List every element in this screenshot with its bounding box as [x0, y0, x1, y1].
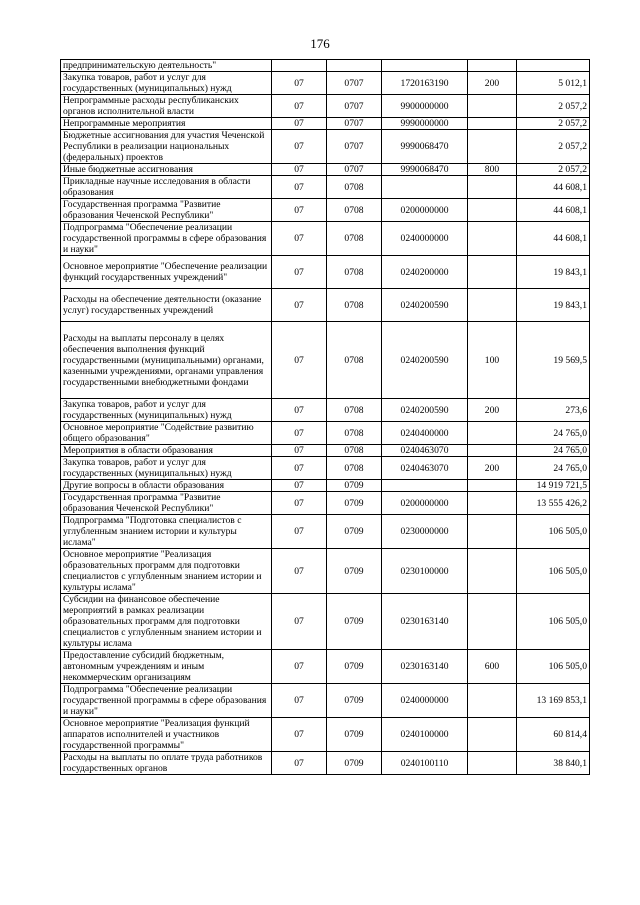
cell-vr	[468, 492, 517, 515]
cell-razdel: 0707	[327, 95, 382, 118]
table-row	[61, 164, 590, 176]
table-row	[61, 72, 590, 95]
cell-razdel: 0709	[327, 549, 382, 594]
cell-name: Мероприятия в области образования	[61, 445, 272, 457]
cell-vr: 200	[468, 399, 517, 422]
cell-ved: 07	[272, 176, 327, 199]
cell-sum: 24 765,0	[517, 445, 590, 457]
table-row	[61, 445, 590, 457]
table-row	[61, 95, 590, 118]
cell-vr	[468, 256, 517, 289]
cell-ved: 07	[272, 130, 327, 164]
cell-ved: 07	[272, 422, 327, 445]
cell-sum: 2 057,2	[517, 130, 590, 164]
cell-razdel: 0709	[327, 480, 382, 492]
table-row	[61, 515, 590, 549]
cell-sum: 106 505,0	[517, 594, 590, 650]
cell-sum: 2 057,2	[517, 95, 590, 118]
cell-name: Расходы на обеспечение деятельности (оказание услуг) государственных учреждений	[61, 289, 272, 322]
cell-ved: 07	[272, 718, 327, 752]
cell-vr	[468, 480, 517, 492]
table-row	[61, 118, 590, 130]
cell-sum: 19 843,1	[517, 289, 590, 322]
cell-sum: 19 569,5	[517, 322, 590, 399]
table-row	[61, 752, 590, 775]
table-row	[61, 130, 590, 164]
table-row	[61, 176, 590, 199]
cell-ved: 07	[272, 199, 327, 222]
cell-csr: 0240100110	[382, 752, 468, 775]
cell-csr: 0240400000	[382, 422, 468, 445]
cell-vr	[468, 594, 517, 650]
cell-name: Закупка товаров, работ и услуг для государственных (муниципальных) нужд	[61, 72, 272, 95]
cell-ved: 07	[272, 445, 327, 457]
cell-name: Расходы на выплаты персоналу в целях обеспечения выполнения функций государственными (муниципальными) органами, казенными учреждениями, органами управления государственными внебюджетными фондами	[61, 322, 272, 399]
cell-vr: 600	[468, 650, 517, 684]
budget-table	[60, 59, 590, 775]
cell-csr: 0200000000	[382, 492, 468, 515]
cell-razdel: 0708	[327, 176, 382, 199]
cell-ved: 07	[272, 399, 327, 422]
cell-csr: 1720163190	[382, 72, 468, 95]
cell-razdel: 0708	[327, 457, 382, 480]
cell-vr	[468, 222, 517, 256]
cell-csr: 9990068470	[382, 130, 468, 164]
cell-ved: 07	[272, 118, 327, 130]
cell-vr	[468, 445, 517, 457]
cell-sum: 2 057,2	[517, 118, 590, 130]
cell-razdel: 0707	[327, 130, 382, 164]
cell-name: Основное мероприятие "Содействие развитию общего образования"	[61, 422, 272, 445]
cell-ved: 07	[272, 95, 327, 118]
cell-name: Непрограммные мероприятия	[61, 118, 272, 130]
cell-csr: 0230163140	[382, 594, 468, 650]
cell-csr: 0230100000	[382, 549, 468, 594]
cell-ved: 07	[272, 72, 327, 95]
table-row	[61, 650, 590, 684]
table-row	[61, 457, 590, 480]
cell-razdel: 0708	[327, 422, 382, 445]
cell-razdel: 0708	[327, 199, 382, 222]
cell-sum: 106 505,0	[517, 650, 590, 684]
cell-name: Подпрограмма "Обеспечение реализации государственной программы в сфере образования и науки"	[61, 684, 272, 718]
cell-ved: 07	[272, 289, 327, 322]
cell-razdel: 0708	[327, 289, 382, 322]
cell-vr	[468, 95, 517, 118]
cell-sum: 60 814,4	[517, 718, 590, 752]
table-row	[61, 422, 590, 445]
cell-csr: 0240463070	[382, 457, 468, 480]
cell-ved	[272, 60, 327, 72]
cell-sum: 106 505,0	[517, 549, 590, 594]
table-row	[61, 222, 590, 256]
cell-ved: 07	[272, 492, 327, 515]
cell-vr	[468, 289, 517, 322]
cell-name: Непрограммные расходы республиканских органов исполнительной власти	[61, 95, 272, 118]
cell-csr: 0240463070	[382, 445, 468, 457]
cell-vr	[468, 718, 517, 752]
cell-name: Другие вопросы в области образования	[61, 480, 272, 492]
table-row	[61, 480, 590, 492]
cell-name: Предоставление субсидий бюджетным, автономным учреждениям и иным некоммерческим организациям	[61, 650, 272, 684]
cell-csr: 0240200590	[382, 399, 468, 422]
cell-vr	[468, 130, 517, 164]
cell-ved: 07	[272, 164, 327, 176]
cell-name: Подпрограмма "Обеспечение реализации государственной программы в сфере образования и науки"	[61, 222, 272, 256]
cell-razdel: 0708	[327, 399, 382, 422]
cell-sum: 44 608,1	[517, 176, 590, 199]
cell-vr: 800	[468, 164, 517, 176]
cell-ved: 07	[272, 322, 327, 399]
cell-razdel: 0707	[327, 72, 382, 95]
cell-csr: 0240000000	[382, 222, 468, 256]
cell-name: предпринимательскую деятельность"	[61, 60, 272, 72]
cell-sum: 2 057,2	[517, 164, 590, 176]
cell-name: Государственная программа "Развитие образования Чеченской Республики"	[61, 199, 272, 222]
cell-vr	[468, 60, 517, 72]
cell-csr: 0240000000	[382, 684, 468, 718]
cell-razdel: 0709	[327, 594, 382, 650]
cell-csr: 9990068470	[382, 164, 468, 176]
cell-csr: 0230000000	[382, 515, 468, 549]
cell-ved: 07	[272, 594, 327, 650]
cell-name: Расходы на выплаты по оплате труда работников государственных органов	[61, 752, 272, 775]
cell-ved: 07	[272, 222, 327, 256]
cell-sum	[517, 60, 590, 72]
table-row	[61, 399, 590, 422]
cell-razdel: 0708	[327, 445, 382, 457]
cell-sum: 13 555 426,2	[517, 492, 590, 515]
cell-sum: 106 505,0	[517, 515, 590, 549]
cell-sum: 5 012,1	[517, 72, 590, 95]
cell-csr: 9990000000	[382, 118, 468, 130]
table-row	[61, 549, 590, 594]
table-row	[61, 492, 590, 515]
table-row	[61, 718, 590, 752]
cell-csr: 0200000000	[382, 199, 468, 222]
cell-vr: 200	[468, 457, 517, 480]
cell-name: Основное мероприятие "Обеспечение реализации функций государственных учреждений"	[61, 256, 272, 289]
cell-vr	[468, 684, 517, 718]
cell-sum: 44 608,1	[517, 199, 590, 222]
cell-ved: 07	[272, 650, 327, 684]
page-number: 176	[310, 36, 330, 51]
cell-name: Государственная программа "Развитие образования Чеченской Республики"	[61, 492, 272, 515]
table-row	[61, 322, 590, 399]
table-row	[61, 684, 590, 718]
cell-vr	[468, 752, 517, 775]
table-row	[61, 289, 590, 322]
cell-name: Иные бюджетные ассигнования	[61, 164, 272, 176]
cell-csr	[382, 176, 468, 199]
cell-sum: 19 843,1	[517, 256, 590, 289]
cell-vr	[468, 118, 517, 130]
cell-razdel: 0707	[327, 118, 382, 130]
cell-razdel: 0709	[327, 492, 382, 515]
cell-razdel: 0709	[327, 515, 382, 549]
cell-name: Закупка товаров, работ и услуг для государственных (муниципальных) нужд	[61, 457, 272, 480]
cell-ved: 07	[272, 480, 327, 492]
cell-name: Основное мероприятие "Реализация функций аппаратов исполнителей и участников государственной программы"	[61, 718, 272, 752]
cell-razdel: 0708	[327, 222, 382, 256]
cell-csr	[382, 480, 468, 492]
cell-sum: 273,6	[517, 399, 590, 422]
cell-razdel: 0707	[327, 164, 382, 176]
table-row	[61, 199, 590, 222]
cell-sum: 44 608,1	[517, 222, 590, 256]
cell-name: Субсидии на финансовое обеспечение мероприятий в рамках реализации образовательных программ для подготовки специалистов с углубленным знанием истории и культуры ислама	[61, 594, 272, 650]
cell-name: Бюджетные ассигнования для участия Чеченской Республики в реализации национальных (федеральных) проектов	[61, 130, 272, 164]
cell-ved: 07	[272, 256, 327, 289]
table-row	[61, 60, 590, 72]
cell-csr: 0240200590	[382, 322, 468, 399]
cell-name: Подпрограмма "Подготовка специалистов с углубленным знанием истории и культуры ислама"	[61, 515, 272, 549]
cell-razdel: 0709	[327, 684, 382, 718]
cell-vr	[468, 199, 517, 222]
cell-sum: 38 840,1	[517, 752, 590, 775]
cell-razdel: 0709	[327, 718, 382, 752]
cell-sum: 13 169 853,1	[517, 684, 590, 718]
cell-ved: 07	[272, 684, 327, 718]
cell-csr: 0240200000	[382, 256, 468, 289]
cell-ved: 07	[272, 752, 327, 775]
cell-razdel: 0708	[327, 256, 382, 289]
cell-csr: 0240100000	[382, 718, 468, 752]
cell-csr	[382, 60, 468, 72]
cell-csr: 9900000000	[382, 95, 468, 118]
cell-name: Прикладные научные исследования в области образования	[61, 176, 272, 199]
cell-name: Основное мероприятие "Реализация образовательных программ для подготовки специалистов с углубленным знанием истории и культуры ислама"	[61, 549, 272, 594]
cell-sum: 24 765,0	[517, 422, 590, 445]
table-row	[61, 256, 590, 289]
cell-ved: 07	[272, 515, 327, 549]
cell-razdel: 0709	[327, 650, 382, 684]
cell-razdel: 0709	[327, 752, 382, 775]
cell-csr: 0230163140	[382, 650, 468, 684]
cell-vr: 100	[468, 322, 517, 399]
cell-ved: 07	[272, 549, 327, 594]
cell-vr	[468, 422, 517, 445]
cell-sum: 24 765,0	[517, 457, 590, 480]
cell-sum: 14 919 721,5	[517, 480, 590, 492]
cell-vr	[468, 549, 517, 594]
cell-vr	[468, 515, 517, 549]
cell-name: Закупка товаров, работ и услуг для государственных (муниципальных) нужд	[61, 399, 272, 422]
cell-ved: 07	[272, 457, 327, 480]
cell-razdel: 0708	[327, 322, 382, 399]
cell-vr: 200	[468, 72, 517, 95]
cell-vr	[468, 176, 517, 199]
table-row	[61, 594, 590, 650]
cell-csr: 0240200590	[382, 289, 468, 322]
cell-razdel	[327, 60, 382, 72]
